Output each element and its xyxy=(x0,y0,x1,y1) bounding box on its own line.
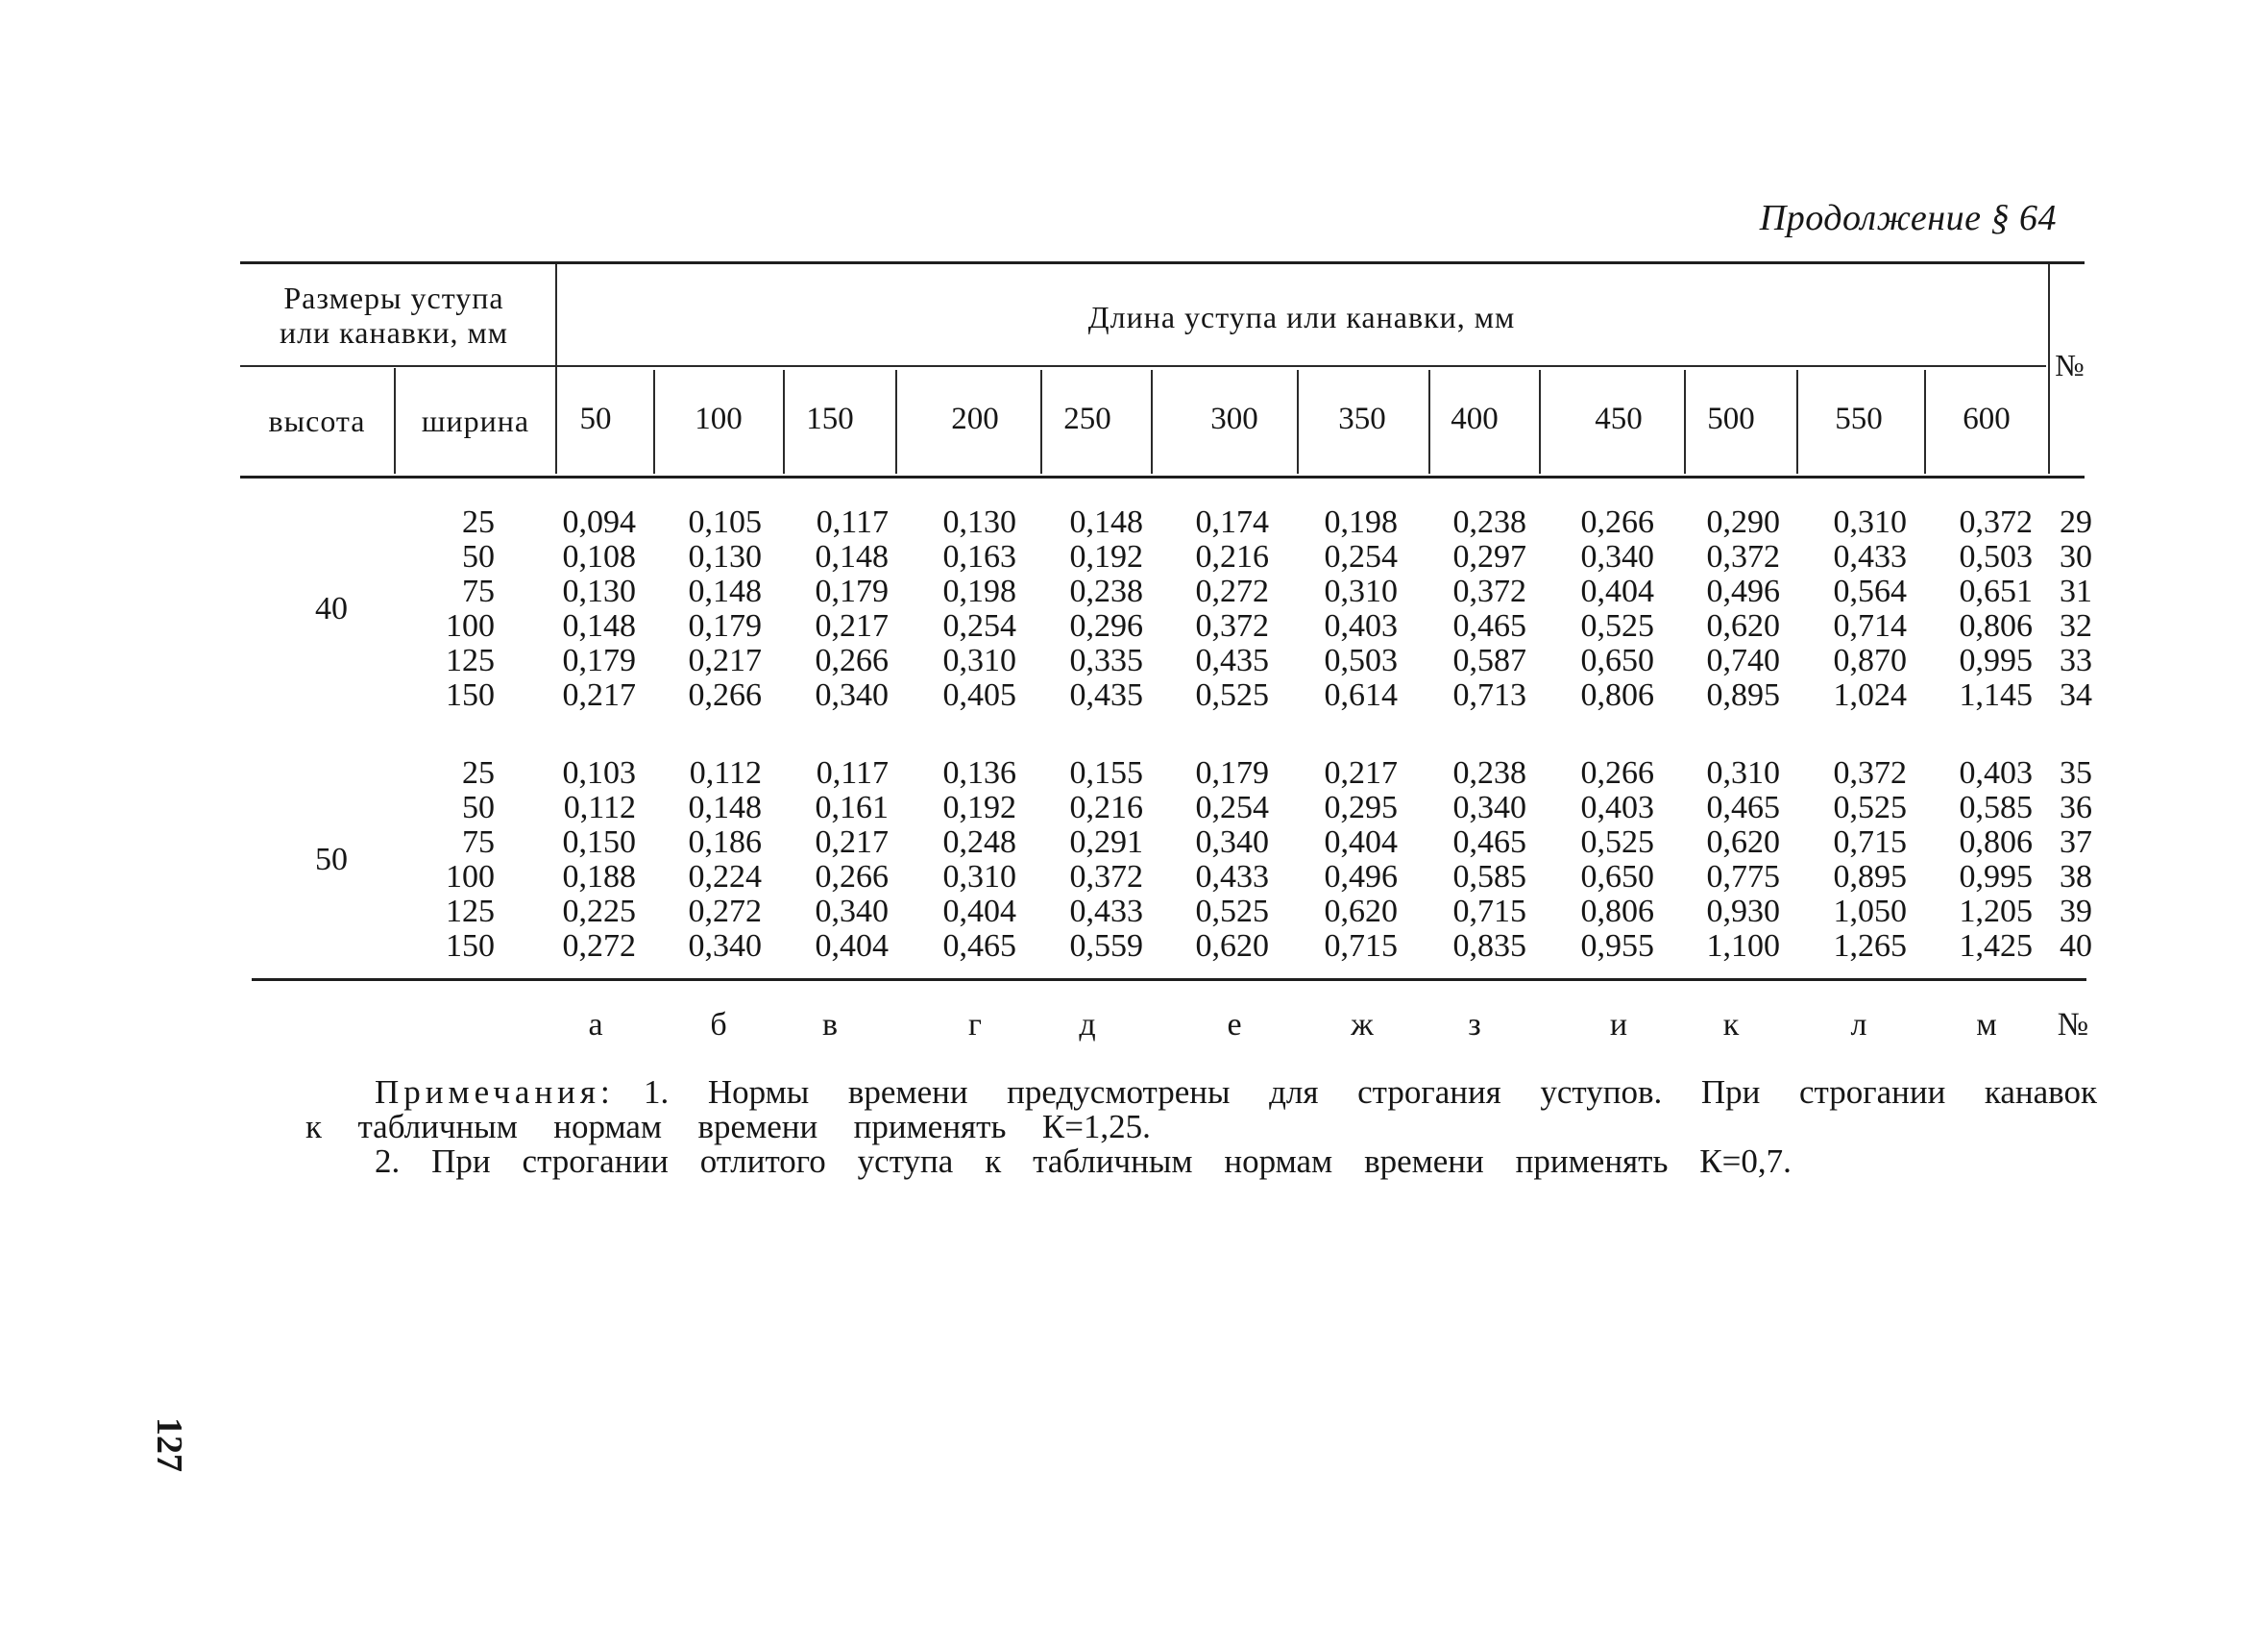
time-value: 0,155 xyxy=(1069,755,1143,791)
time-value: 0,188 xyxy=(562,859,636,895)
time-value: 0,335 xyxy=(1069,643,1143,678)
length-header-400: 400 xyxy=(1451,402,1499,436)
time-value: 0,806 xyxy=(1959,608,2033,644)
time-value: 1,205 xyxy=(1959,894,2033,929)
column-rule xyxy=(1924,370,1926,474)
time-value: 0,930 xyxy=(1706,894,1780,929)
time-value: 0,179 xyxy=(815,574,889,609)
width-value: 150 xyxy=(446,677,495,713)
column-rule xyxy=(653,370,655,474)
width-value: 25 xyxy=(462,504,495,540)
length-header-250: 250 xyxy=(1063,402,1111,436)
time-value: 0,433 xyxy=(1195,859,1269,895)
length-group-header: Длина уступа или канавки, мм xyxy=(1087,300,1516,334)
length-header-200: 200 xyxy=(951,402,999,436)
table-bottom-rule xyxy=(252,978,2086,981)
table-row xyxy=(0,539,2268,574)
length-header-50: 50 xyxy=(579,402,612,436)
time-value: 0,404 xyxy=(815,928,889,964)
note-word: При xyxy=(431,1142,491,1180)
time-value: 0,955 xyxy=(1580,928,1654,964)
length-header-150: 150 xyxy=(806,402,854,436)
length-header-600: 600 xyxy=(1963,402,2011,436)
time-value: 0,340 xyxy=(688,928,762,964)
note-word: для xyxy=(1269,1073,1319,1111)
time-value: 1,145 xyxy=(1959,677,2033,713)
time-value: 0,216 xyxy=(1195,539,1269,575)
time-value: 0,806 xyxy=(1580,677,1654,713)
time-value: 0,435 xyxy=(1069,677,1143,713)
note-word: к xyxy=(985,1142,1002,1180)
time-value: 0,094 xyxy=(562,504,636,540)
width-value: 25 xyxy=(462,755,495,791)
time-value: 0,272 xyxy=(562,928,636,964)
table-row xyxy=(0,677,2268,712)
time-value: 0,340 xyxy=(1580,539,1654,575)
time-value: 0,340 xyxy=(1452,790,1526,825)
time-value: 0,372 xyxy=(1069,859,1143,895)
time-value: 0,372 xyxy=(1959,504,2033,540)
time-value: 0,620 xyxy=(1706,608,1780,644)
column-letter: б xyxy=(710,1007,727,1043)
time-value: 0,620 xyxy=(1324,894,1398,929)
time-value: 1,050 xyxy=(1833,894,1907,929)
continuation-label: Продолжение § 64 xyxy=(1759,198,2057,238)
time-value: 0,310 xyxy=(1324,574,1398,609)
time-value: 0,465 xyxy=(1452,824,1526,860)
size-group-line1: Размеры уступа xyxy=(283,281,504,315)
note-word: 2. xyxy=(375,1142,401,1180)
time-value: 0,585 xyxy=(1959,790,2033,825)
time-value: 0,525 xyxy=(1195,677,1269,713)
time-value: 0,310 xyxy=(1706,755,1780,791)
column-rule xyxy=(1297,370,1299,474)
time-value: 0,715 xyxy=(1324,928,1398,964)
table-row xyxy=(0,643,2268,677)
row-number: 36 xyxy=(2060,790,2092,825)
time-value: 0,216 xyxy=(1069,790,1143,825)
time-value: 0,198 xyxy=(942,574,1016,609)
time-value: 0,525 xyxy=(1580,824,1654,860)
length-header-300: 300 xyxy=(1210,402,1258,436)
time-value: 0,870 xyxy=(1833,643,1907,678)
time-value: 0,372 xyxy=(1706,539,1780,575)
time-value: 0,217 xyxy=(815,824,889,860)
column-letter: м xyxy=(1976,1007,1997,1043)
time-value: 1,100 xyxy=(1706,928,1780,964)
time-value: 0,217 xyxy=(688,643,762,678)
height-header: высота xyxy=(268,404,366,438)
table-row xyxy=(0,928,2268,963)
length-header-450: 450 xyxy=(1595,402,1643,436)
width-value: 125 xyxy=(446,894,495,929)
time-value: 0,136 xyxy=(942,755,1016,791)
width-value: 50 xyxy=(462,790,495,825)
row-number: 31 xyxy=(2060,574,2092,609)
time-value: 0,266 xyxy=(1580,755,1654,791)
time-value: 0,296 xyxy=(1069,608,1143,644)
note-word: уступа xyxy=(857,1142,954,1180)
time-value: 0,297 xyxy=(1452,539,1526,575)
time-value: 0,433 xyxy=(1833,539,1907,575)
note-word: Нормы xyxy=(707,1073,810,1111)
table-top-rule xyxy=(240,261,2085,264)
note-word: строгании xyxy=(1798,1073,1946,1111)
time-value: 0,404 xyxy=(942,894,1016,929)
row-number: 33 xyxy=(2060,643,2092,678)
note-word: к xyxy=(305,1108,323,1145)
time-value: 0,192 xyxy=(1069,539,1143,575)
time-value: 0,372 xyxy=(1833,755,1907,791)
time-value: 0,465 xyxy=(1452,608,1526,644)
subheader-rule xyxy=(240,365,2046,367)
table-row xyxy=(0,894,2268,928)
time-value: 0,225 xyxy=(562,894,636,929)
time-value: 0,117 xyxy=(816,755,889,791)
table-row xyxy=(0,790,2268,824)
time-value: 0,174 xyxy=(1195,504,1269,540)
time-value: 0,238 xyxy=(1452,755,1526,791)
time-value: 0,179 xyxy=(562,643,636,678)
time-value: 0,525 xyxy=(1580,608,1654,644)
column-letter: д xyxy=(1079,1007,1096,1043)
time-value: 0,105 xyxy=(688,504,762,540)
page-number: 127 xyxy=(149,1417,189,1472)
time-value: 0,340 xyxy=(815,894,889,929)
time-value: 0,503 xyxy=(1324,643,1398,678)
width-value: 75 xyxy=(462,574,495,609)
time-value: 0,587 xyxy=(1452,643,1526,678)
time-value: 0,404 xyxy=(1580,574,1654,609)
row-number: 38 xyxy=(2060,859,2092,895)
note2 xyxy=(375,1142,1792,1181)
note-word: нормам xyxy=(553,1108,663,1145)
time-value: 0,148 xyxy=(815,539,889,575)
time-value: 0,403 xyxy=(1959,755,2033,791)
number-header: № xyxy=(2055,348,2085,382)
time-value: 0,198 xyxy=(1324,504,1398,540)
time-value: 0,163 xyxy=(942,539,1016,575)
row-number: 37 xyxy=(2060,824,2092,860)
row-number: 39 xyxy=(2060,894,2092,929)
column-letter: в xyxy=(821,1007,839,1043)
width-value: 125 xyxy=(446,643,495,678)
time-value: 0,295 xyxy=(1324,790,1398,825)
time-value: 0,525 xyxy=(1195,894,1269,929)
time-value: 0,186 xyxy=(688,824,762,860)
row-number: 29 xyxy=(2060,504,2092,540)
note-word: отлитого xyxy=(699,1142,826,1180)
note-word: К=0,7. xyxy=(1699,1142,1792,1180)
length-header-350: 350 xyxy=(1338,402,1386,436)
time-value: 0,161 xyxy=(815,790,889,825)
time-value: 0,503 xyxy=(1959,539,2033,575)
time-value: 0,291 xyxy=(1069,824,1143,860)
time-value: 0,340 xyxy=(815,677,889,713)
note-word: табличным xyxy=(1033,1142,1193,1180)
column-rule xyxy=(1151,370,1153,474)
width-value: 75 xyxy=(462,824,495,860)
time-value: 0,895 xyxy=(1706,677,1780,713)
column-letter: г xyxy=(968,1007,982,1043)
note-word: При xyxy=(1700,1073,1761,1111)
letters-number-label: № xyxy=(2057,1007,2089,1043)
table-row xyxy=(0,504,2268,539)
time-value: 0,806 xyxy=(1580,894,1654,929)
size-group-line2: или канавки, мм xyxy=(279,315,509,350)
time-value: 0,995 xyxy=(1959,643,2033,678)
time-value: 0,130 xyxy=(688,539,762,575)
column-rule xyxy=(895,370,897,474)
time-value: 0,620 xyxy=(1195,928,1269,964)
height-value: 50 xyxy=(315,842,348,877)
time-value: 0,117 xyxy=(816,504,889,540)
time-value: 0,435 xyxy=(1195,643,1269,678)
width-value: 100 xyxy=(446,859,495,895)
note-word: табличным xyxy=(357,1108,518,1145)
column-rule xyxy=(1539,370,1541,474)
note-word: 1. xyxy=(644,1073,670,1111)
note-word: времени xyxy=(697,1108,818,1145)
time-value: 0,895 xyxy=(1833,859,1907,895)
column-letter: з xyxy=(1468,1007,1481,1043)
time-value: 0,585 xyxy=(1452,859,1526,895)
column-letter: е xyxy=(1227,1007,1242,1043)
size-group-header xyxy=(240,281,548,350)
time-value: 0,272 xyxy=(688,894,762,929)
table-row xyxy=(0,574,2268,608)
width-header: ширина xyxy=(421,404,530,438)
time-value: 0,179 xyxy=(1195,755,1269,791)
time-value: 0,248 xyxy=(942,824,1016,860)
time-value: 0,310 xyxy=(1833,504,1907,540)
time-value: 0,254 xyxy=(1324,539,1398,575)
note-word: уступов. xyxy=(1540,1073,1663,1111)
length-header-500: 500 xyxy=(1707,402,1755,436)
note-word: времени xyxy=(1364,1142,1484,1180)
row-number: 40 xyxy=(2060,928,2092,964)
time-value: 0,254 xyxy=(1195,790,1269,825)
time-value: 0,224 xyxy=(688,859,762,895)
time-value: 0,108 xyxy=(562,539,636,575)
width-value: 50 xyxy=(462,539,495,575)
time-value: 0,713 xyxy=(1452,677,1526,713)
time-value: 0,433 xyxy=(1069,894,1143,929)
time-value: 0,310 xyxy=(942,859,1016,895)
time-value: 0,614 xyxy=(1324,677,1398,713)
time-value: 0,148 xyxy=(562,608,636,644)
time-value: 0,150 xyxy=(562,824,636,860)
row-number: 35 xyxy=(2060,755,2092,791)
time-value: 1,024 xyxy=(1833,677,1907,713)
time-value: 0,714 xyxy=(1833,608,1907,644)
length-header-550: 550 xyxy=(1835,402,1883,436)
time-value: 0,403 xyxy=(1580,790,1654,825)
time-value: 0,290 xyxy=(1706,504,1780,540)
column-letter: ж xyxy=(1351,1007,1374,1043)
time-value: 0,372 xyxy=(1195,608,1269,644)
table-row xyxy=(0,859,2268,894)
time-value: 0,192 xyxy=(942,790,1016,825)
time-value: 0,217 xyxy=(815,608,889,644)
time-value: 0,254 xyxy=(942,608,1016,644)
header-bottom-rule xyxy=(240,476,2085,479)
rule-after-size xyxy=(555,264,557,474)
time-value: 1,425 xyxy=(1959,928,2033,964)
note1-line2 xyxy=(305,1108,1151,1146)
note-word: строгания xyxy=(1357,1073,1501,1111)
height-value: 40 xyxy=(315,591,348,626)
note1-line1 xyxy=(644,1073,2097,1112)
table-row xyxy=(0,824,2268,859)
time-value: 0,340 xyxy=(1195,824,1269,860)
time-value: 0,130 xyxy=(562,574,636,609)
time-value: 0,372 xyxy=(1452,574,1526,609)
time-value: 0,496 xyxy=(1324,859,1398,895)
time-value: 0,148 xyxy=(688,574,762,609)
note-word: К=1,25. xyxy=(1041,1108,1151,1145)
time-value: 0,559 xyxy=(1069,928,1143,964)
width-value: 150 xyxy=(446,928,495,964)
time-value: 0,130 xyxy=(942,504,1016,540)
time-value: 0,148 xyxy=(1069,504,1143,540)
time-value: 0,775 xyxy=(1706,859,1780,895)
time-value: 1,265 xyxy=(1833,928,1907,964)
time-value: 0,217 xyxy=(1324,755,1398,791)
column-rule xyxy=(1796,370,1798,474)
note-word: нормам xyxy=(1224,1142,1333,1180)
time-value: 0,806 xyxy=(1959,824,2033,860)
time-value: 0,465 xyxy=(1706,790,1780,825)
time-value: 0,266 xyxy=(815,859,889,895)
time-value: 0,995 xyxy=(1959,859,2033,895)
row-number: 30 xyxy=(2060,539,2092,575)
row-number: 34 xyxy=(2060,677,2092,713)
time-value: 0,564 xyxy=(1833,574,1907,609)
time-value: 0,403 xyxy=(1324,608,1398,644)
time-value: 0,715 xyxy=(1452,894,1526,929)
column-letter: а xyxy=(588,1007,603,1043)
time-value: 0,179 xyxy=(688,608,762,644)
time-value: 0,266 xyxy=(815,643,889,678)
time-value: 0,238 xyxy=(1452,504,1526,540)
time-value: 0,465 xyxy=(942,928,1016,964)
time-value: 0,650 xyxy=(1580,859,1654,895)
length-header-100: 100 xyxy=(695,402,743,436)
time-value: 0,651 xyxy=(1959,574,2033,609)
row-number: 32 xyxy=(2060,608,2092,644)
time-value: 0,238 xyxy=(1069,574,1143,609)
note-word: применять xyxy=(1515,1142,1669,1180)
width-value: 100 xyxy=(446,608,495,644)
time-value: 0,310 xyxy=(942,643,1016,678)
column-letter: к xyxy=(1722,1007,1740,1043)
time-value: 0,217 xyxy=(562,677,636,713)
time-value: 0,620 xyxy=(1706,824,1780,860)
table-row xyxy=(0,755,2268,790)
note-word: применять xyxy=(853,1108,1007,1145)
time-value: 0,650 xyxy=(1580,643,1654,678)
time-value: 0,112 xyxy=(689,755,762,791)
time-value: 0,112 xyxy=(563,790,636,825)
time-value: 0,103 xyxy=(562,755,636,791)
note-word: предусмотрены xyxy=(1007,1073,1231,1111)
time-value: 0,272 xyxy=(1195,574,1269,609)
time-value: 0,148 xyxy=(688,790,762,825)
column-letter: и xyxy=(1609,1007,1628,1043)
time-value: 0,266 xyxy=(1580,504,1654,540)
time-value: 0,525 xyxy=(1833,790,1907,825)
time-value: 0,835 xyxy=(1452,928,1526,964)
notes-label: Примечания: xyxy=(375,1073,615,1111)
time-value: 0,405 xyxy=(942,677,1016,713)
note-word: канавок xyxy=(1984,1073,2097,1111)
note-word: строгании xyxy=(522,1142,669,1180)
time-value: 0,715 xyxy=(1833,824,1907,860)
rule-before-number xyxy=(2048,264,2050,474)
time-value: 0,496 xyxy=(1706,574,1780,609)
note-word: времени xyxy=(847,1073,968,1111)
column-letter: л xyxy=(1850,1007,1867,1043)
table-row xyxy=(0,608,2268,643)
time-value: 0,266 xyxy=(688,677,762,713)
time-value: 0,404 xyxy=(1324,824,1398,860)
time-value: 0,740 xyxy=(1706,643,1780,678)
